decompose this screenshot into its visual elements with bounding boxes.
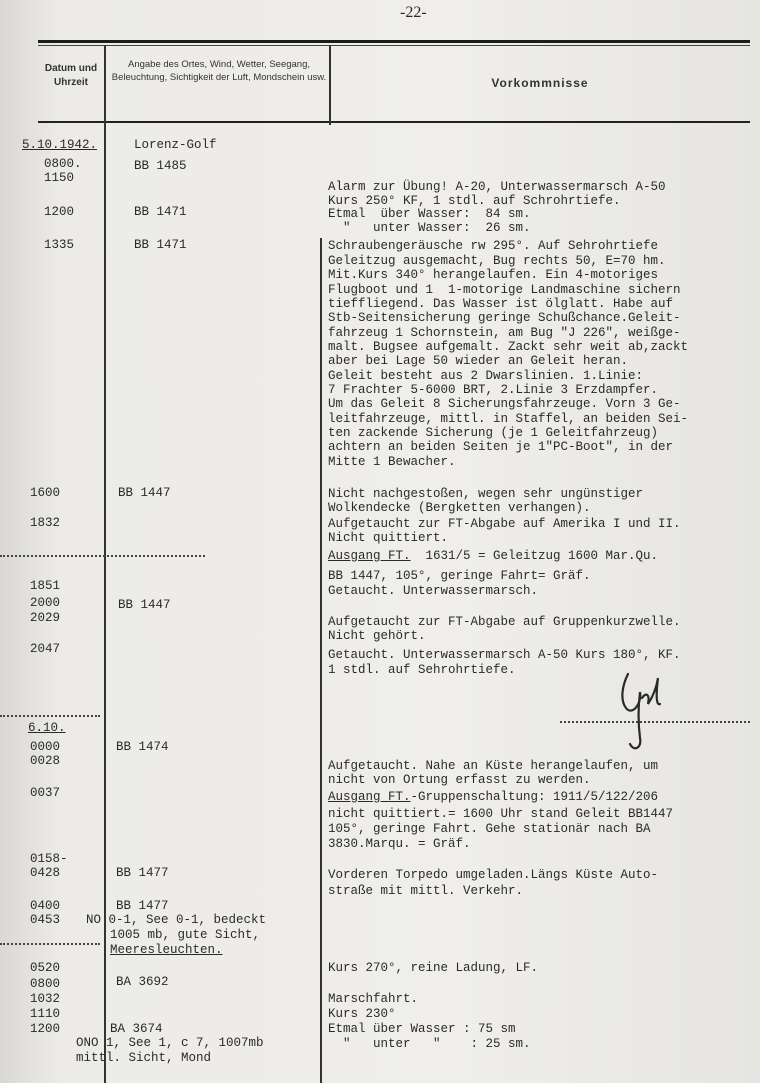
event-line: Getaucht. Unterwassermarsch. bbox=[328, 584, 539, 598]
event-line: Wolkendecke (Bergketten verhangen). bbox=[328, 501, 591, 515]
place-entry: BB 1471 bbox=[134, 205, 187, 219]
event-line bbox=[328, 550, 658, 563]
event-line: Aufgetaucht. Nahe an Küste herangelaufen, um bbox=[328, 759, 659, 773]
top-rule bbox=[38, 40, 750, 43]
event-line: nicht von Ortung erfasst zu werden. bbox=[328, 773, 591, 787]
top-rule-thin bbox=[38, 45, 750, 46]
column-divider-2-top bbox=[329, 45, 331, 125]
event-line: Nicht gehört. bbox=[328, 629, 426, 643]
time-entry: 1200 bbox=[30, 1022, 61, 1036]
place-entry: BA 3692 bbox=[116, 975, 169, 989]
time-entry: 0400 bbox=[30, 899, 61, 913]
event-line: Kurs 230° bbox=[328, 1007, 396, 1021]
event-line: 3830.Marqu. = Gräf. bbox=[328, 837, 471, 851]
event-line: Stb-Seitensicherung geringe Schußchance.Geleit- bbox=[328, 311, 681, 325]
column-divider-1 bbox=[104, 45, 106, 1083]
event-line: Etmal über Wasser : 75 sm bbox=[328, 1022, 516, 1036]
place-entry: BB 1447 bbox=[118, 598, 171, 612]
event-line: aber bei Lage 50 wieder an Geleit heran. bbox=[328, 354, 629, 368]
place-entry: BA 3674 bbox=[110, 1022, 163, 1036]
place-entry: BB 1485 bbox=[134, 159, 187, 173]
event-line: Geleitzug ausgemacht, Bug rechts 50, E=70 hm. bbox=[328, 254, 666, 268]
event-line: Aufgetaucht zur FT-Abgabe auf Gruppenkurzwelle. bbox=[328, 615, 681, 629]
weather-entry: NO 0-1, See 0-1, bedeckt bbox=[86, 913, 267, 927]
time-entry: 1600 bbox=[30, 486, 61, 500]
event-line: Alarm zur Übung! A-20, Unterwassermarsch A-50 bbox=[328, 180, 666, 194]
weather-entry: Meeresleuchten. bbox=[110, 943, 223, 957]
time-entry: 0037 bbox=[30, 786, 61, 800]
event-line: Mitte 1 Bewacher. bbox=[328, 455, 456, 469]
ft-outgoing-text: -Gruppenschaltung: 1911/5/122/206 bbox=[410, 790, 659, 804]
event-line: Marschfahrt. bbox=[328, 992, 419, 1006]
event-line: Geleit besteht aus 2 Dwarslinien. 1.Linie: bbox=[328, 369, 644, 383]
event-line: Nicht quittiert. bbox=[328, 531, 449, 545]
event-line: ten zackende Sicherung (je 1 Geleitfahrzeug) bbox=[328, 426, 659, 440]
time-entry: 1110 bbox=[30, 1007, 61, 1021]
event-line: Flugboot und 1 1-motorige Landmaschine sichern bbox=[328, 283, 681, 297]
time-entry: 0428 bbox=[30, 866, 61, 880]
header-place-weather: Angabe des Ortes, Wind, Wetter, Seegang, Beleuchtung, Sichtigkeit der Luft, Mondschein usw. bbox=[111, 59, 327, 83]
header-events: Vorkommnisse bbox=[491, 76, 589, 90]
ft-outgoing-label: Ausgang FT. bbox=[328, 790, 411, 804]
ft-outgoing-text: 1631/5 = Geleitzug 1600 Mar.Qu. bbox=[410, 549, 659, 563]
time-entry: 0800 bbox=[30, 977, 61, 991]
separator-dots bbox=[0, 715, 100, 717]
event-line: 1 stdl. auf Sehrohrtiefe. bbox=[328, 663, 516, 677]
event-line: straße mit mittl. Verkehr. bbox=[328, 884, 524, 898]
event-line: Getaucht. Unterwassermarsch A-50 Kurs 180°, KF. bbox=[328, 648, 681, 662]
weather-entry: 1005 mb, gute Sicht, bbox=[110, 928, 261, 942]
place-entry: BB 1477 bbox=[116, 866, 169, 880]
time-entry: 2000 bbox=[30, 596, 61, 610]
event-line: Kurs 270°, reine Ladung, LF. bbox=[328, 961, 539, 975]
time-entry: 0028 bbox=[30, 754, 61, 768]
ft-outgoing-label: Ausgang FT. bbox=[328, 549, 411, 563]
separator-dots bbox=[0, 943, 100, 945]
event-line: " unter " : 25 sm. bbox=[328, 1037, 531, 1051]
page-number: -22- bbox=[400, 4, 427, 21]
place-entry: BB 1477 bbox=[116, 899, 169, 913]
time-entry: 1335 bbox=[44, 238, 75, 252]
time-entry: 0800. bbox=[44, 157, 82, 171]
time-entry: 0158- bbox=[30, 852, 68, 866]
event-line: Vorderen Torpedo umgeladen.Längs Küste Auto- bbox=[328, 868, 659, 882]
event-line: BB 1447, 105°, geringe Fahrt= Gräf. bbox=[328, 569, 591, 583]
event-line: Kurs 250° KF, 1 stdl. auf Schrohrtiefe. bbox=[328, 194, 621, 208]
place-entry: Lorenz-Golf bbox=[134, 138, 217, 152]
event-line: Nicht nachgestoßen, wegen sehr ungünstiger bbox=[328, 487, 644, 501]
time-entry: 1832 bbox=[30, 516, 61, 530]
place-entry: BB 1474 bbox=[116, 740, 169, 754]
separator-dots bbox=[0, 555, 205, 557]
date-entry: 5.10.1942. bbox=[22, 138, 98, 152]
weather-entry: mittl. Sicht, Mond bbox=[76, 1051, 212, 1065]
time-entry: 1032 bbox=[30, 992, 61, 1006]
event-line: Etmal über Wasser: 84 sm. bbox=[328, 207, 531, 221]
time-entry: 1200 bbox=[44, 205, 75, 219]
event-line: 105°, geringe Fahrt. Gehe stationär nach BA bbox=[328, 822, 651, 836]
event-line: Schraubengeräusche rw 295°. Auf Sehrohrtiefe bbox=[328, 239, 659, 253]
place-entry: BB 1471 bbox=[134, 238, 187, 252]
header-rule bbox=[38, 121, 750, 123]
event-line: achtern an beiden Seiten je 1"PC-Boot", in der bbox=[328, 440, 674, 454]
time-entry: 0000 bbox=[30, 740, 61, 754]
event-line: 7 Frachter 5-6000 BRT, 2.Linie 3 Erzdampfer. bbox=[328, 383, 659, 397]
event-line bbox=[328, 791, 658, 804]
date-entry: 6.10. bbox=[28, 721, 66, 735]
event-line: " unter Wasser: 26 sm. bbox=[328, 221, 531, 235]
event-line: Um das Geleit 8 Sicherungsfahrzeuge. Vorn 3 Ge- bbox=[328, 397, 681, 411]
column-divider-2 bbox=[320, 238, 322, 1083]
event-line: nicht quittiert.= 1600 Uhr stand Geleit BB1447 bbox=[328, 807, 674, 821]
time-entry: 0520 bbox=[30, 961, 61, 975]
event-line: Aufgetaucht zur FT-Abgabe auf Amerika I und II. bbox=[328, 517, 681, 531]
time-entry: 1150 bbox=[44, 171, 75, 185]
header-date-time: Datum und Uhrzeit bbox=[44, 63, 98, 88]
handwritten-signature bbox=[612, 668, 672, 754]
event-line: Mit.Kurs 340° herangelaufen. Ein 4-motoriges bbox=[328, 268, 659, 282]
time-entry: 1851 bbox=[30, 579, 61, 593]
time-entry: 2047 bbox=[30, 642, 61, 656]
weather-entry: ONO 1, See 1, c 7, 1007mb bbox=[76, 1036, 264, 1050]
place-entry: BB 1447 bbox=[118, 486, 171, 500]
event-line: fahrzeug 1 Schornstein, am Bug "J 226", weißge- bbox=[328, 326, 681, 340]
event-line: tieffliegend. Das Wasser ist ölglatt. Habe auf bbox=[328, 297, 674, 311]
event-line: leitfahrzeuge, mittl. in Staffel, an beiden Sei- bbox=[328, 412, 689, 426]
event-line: malt. Bugsee aufgemalt. Zackt sehr weit ab,zackt bbox=[328, 340, 689, 354]
time-entry: 2029 bbox=[30, 611, 61, 625]
time-entry: 0453 bbox=[30, 913, 61, 927]
